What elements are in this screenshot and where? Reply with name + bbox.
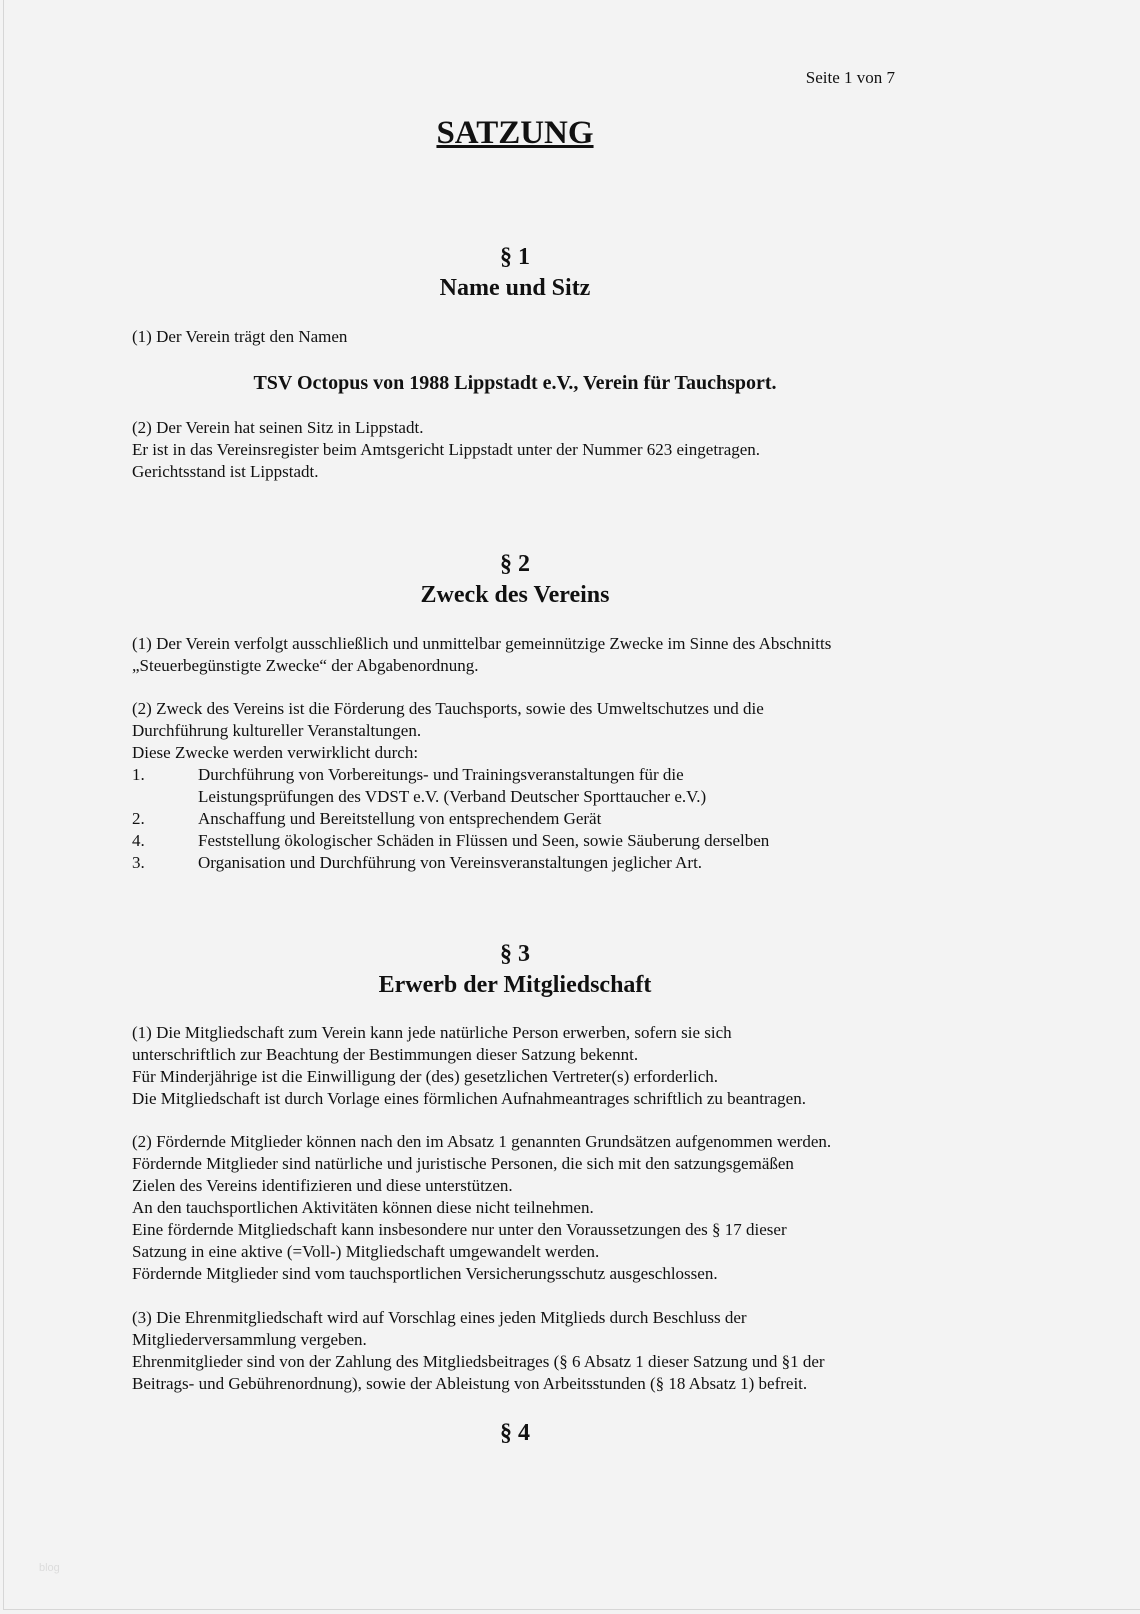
- text-line: (2) Zweck des Vereins ist die Förderung des Tauchsports, sowie des Umweltschutzes und die: [132, 699, 764, 718]
- text-line: Durchführung von Vorbereitungs- und Trainingsveranstaltungen für die: [198, 765, 684, 784]
- list-item: [132, 852, 769, 874]
- text-line: (1) Der Verein trägt den Namen: [132, 327, 348, 346]
- text-line: Diese Zwecke werden verwirklicht durch:: [132, 743, 419, 762]
- text-line: (3) Die Ehrenmitgliedschaft wird auf Vorschlag eines jeden Mitglieds durch Beschluss der: [132, 1308, 747, 1327]
- watermark: blog: [39, 1562, 60, 1574]
- section-number: § 2: [500, 551, 530, 577]
- section-title: Erwerb der Mitgliedschaft: [378, 972, 652, 998]
- text-line: Zielen des Vereins identifizieren und diese unterstützen.: [132, 1176, 513, 1195]
- section-3-heading: [0, 939, 1030, 1001]
- text-line: Anschaffung und Bereitstellung von entsprechendem Gerät: [198, 809, 602, 828]
- list-number: 1.: [132, 765, 145, 784]
- section-number: § 1: [500, 244, 530, 270]
- list-item: [132, 830, 769, 852]
- text-line: Beitrags- und Gebührenordnung), sowie der Ableistung von Arbeitsstunden (§ 18 Absatz 1) befreit.: [132, 1374, 808, 1393]
- paragraph: [132, 326, 347, 348]
- text-line: (2) Der Verein hat seinen Sitz in Lippstadt.: [132, 418, 424, 437]
- list-number: 3.: [132, 853, 145, 872]
- paragraph: [132, 633, 831, 677]
- text-line: Für Minderjährige ist die Einwilligung der (des) gesetzlichen Vertreter(s) erforderlich.: [132, 1067, 718, 1086]
- text-line: Leistungsprüfungen des VDST e.V. (Verband Deutscher Sporttaucher e.V.): [198, 787, 707, 806]
- text-line: (1) Die Mitgliedschaft zum Verein kann jede natürliche Person erwerben, sofern sie sich: [132, 1023, 732, 1042]
- paragraph: [132, 1022, 806, 1110]
- section-1-heading: [0, 242, 1030, 304]
- text-line: (1) Der Verein verfolgt ausschließlich und unmittelbar gemeinnützige Zwecke im Sinne des Abschnitts: [132, 634, 832, 653]
- paragraph: [132, 1131, 831, 1285]
- page-number: Seite 1 von 7: [805, 68, 895, 87]
- section-4-heading: [0, 1418, 1030, 1449]
- list-item: [132, 808, 769, 830]
- club-name: TSV Octopus von 1988 Lippstadt e.V., Verein für Tauchsport.: [253, 372, 777, 394]
- page-border-bottom: [3, 1609, 1140, 1610]
- text-line: Ehrenmitglieder sind von der Zahlung des Mitgliedsbeitrages (§ 6 Absatz 1 dieser Satzung und §1 der: [132, 1352, 825, 1371]
- list-number: 2.: [132, 809, 145, 828]
- section-2-heading: [0, 549, 1030, 611]
- text-line: Gerichtsstand ist Lippstadt.: [132, 462, 319, 481]
- section-title: Name und Sitz: [439, 275, 591, 301]
- text-line: An den tauchsportlichen Aktivitäten können diese nicht teilnehmen.: [132, 1198, 594, 1217]
- paragraph: [132, 698, 769, 874]
- section-number: § 3: [500, 941, 530, 967]
- text-line: Die Mitgliedschaft ist durch Vorlage eines förmlichen Aufnahmeantrages schriftlich zu beantragen.: [132, 1089, 806, 1108]
- text-line: Feststellung ökologischer Schäden in Flüssen und Seen, sowie Säuberung derselben: [198, 831, 770, 850]
- text-line: unterschriftlich zur Beachtung der Bestimmungen dieser Satzung bekennt.: [132, 1045, 639, 1064]
- text-line: Eine fördernde Mitgliedschaft kann insbesondere nur unter den Voraussetzungen des § 17 dieser: [132, 1220, 787, 1239]
- paragraph: [132, 1307, 825, 1395]
- list-number: 4.: [132, 831, 145, 850]
- section-number: § 4: [500, 1420, 530, 1446]
- paragraph: [132, 417, 760, 483]
- text-line: (2) Fördernde Mitglieder können nach den im Absatz 1 genannten Grundsätzen aufgenommen werden.: [132, 1132, 832, 1151]
- list-item: [132, 764, 769, 808]
- text-line: Durchführung kultureller Veranstaltungen.: [132, 721, 422, 740]
- text-line: Er ist in das Vereinsregister beim Amtsgericht Lippstadt unter der Nummer 623 eingetragen.: [132, 440, 761, 459]
- text-line: „Steuerbegünstigte Zwecke“ der Abgabenordnung.: [132, 656, 479, 675]
- text-line: Mitgliederversammlung vergeben.: [132, 1330, 367, 1349]
- document-title: SATZUNG: [436, 115, 594, 151]
- text-line: Satzung in eine aktive (=Voll-) Mitgliedschaft umgewandelt werden.: [132, 1242, 600, 1261]
- section-title: Zweck des Vereins: [420, 582, 610, 608]
- text-line: Fördernde Mitglieder sind natürliche und juristische Personen, die sich mit den satzungsgemäßen: [132, 1154, 794, 1173]
- text-line: Organisation und Durchführung von Vereinsveranstaltungen jeglicher Art.: [198, 853, 703, 872]
- text-line: Fördernde Mitglieder sind vom tauchsportlichen Versicherungsschutz ausgeschlossen.: [132, 1264, 718, 1283]
